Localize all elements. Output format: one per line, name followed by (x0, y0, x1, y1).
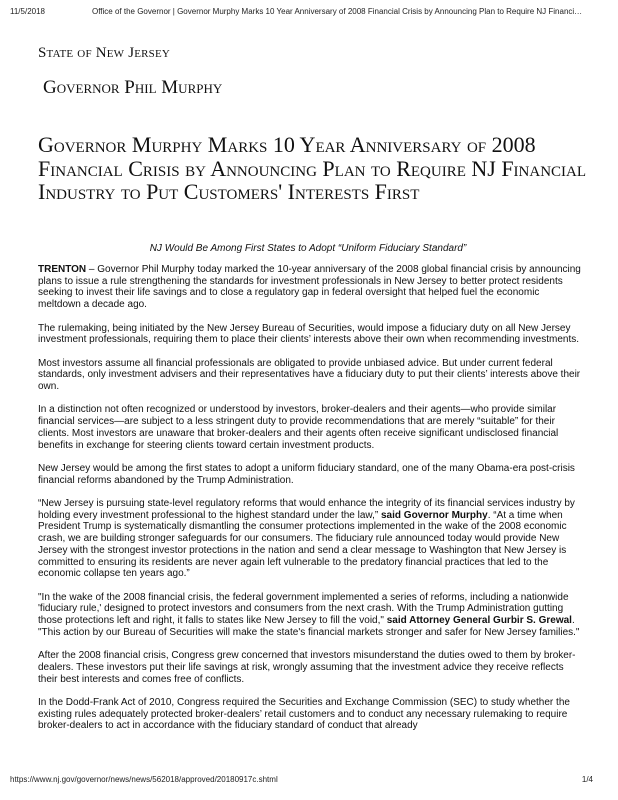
print-date: 11/5/2018 (10, 7, 45, 16)
paragraph: New Jersey would be among the first states to adopt a uniform fiduciary standard, one of the many Obama-era post-crisis financial reforms abandoned by the Trump Administration. (38, 462, 575, 486)
paragraph: In the Dodd-Frank Act of 2010, Congress required the Securities and Exchange Commission (SEC) to study whether the existing rules adequately protected broker-dealers’ retail customers and to conduct any necessary rulemaking to require broker-dealers to act in accordance with the fiduciary standard of conduct that already (38, 696, 570, 732)
dateline: TRENTON (38, 264, 87, 275)
paragraph: Most investors assume all financial professionals are obligated to provide unbiased advice. But under current federal standards, only investment advisers and their representatives have a fiduciary duty to put their clients’ interests above their own. (38, 357, 581, 392)
paragraph: TRENTON – Governor Phil Murphy today marked the 10-year anniversary of the 2008 global financial crisis by announcing plans to issue a rule strengthening the standards for investment professionals in New Jersey to better protect residents seeking to invest their life savings and to close a regulatory gap in federal oversight that helped fuel the economic meltdown a decade ago. (38, 264, 581, 311)
attribution: said Governor Murphy (378, 509, 488, 521)
page-url: https://www.nj.gov/governor/news/news/562018/approved/20180917c.shtml (10, 775, 278, 784)
article-subtitle: NJ Would Be Among First States to Adopt “Uniform Fiduciary Standard” (149, 243, 467, 254)
state-of-new-jersey-link[interactable]: State of New Jersey (38, 45, 171, 61)
paragraph: "In the wake of the 2008 financial crisis, the federal government implemented a series of reforms, including a nationwide 'fiduciary rule,' designed to protect investors and consumers from the next crash. With the Trump Administration gutting those protections left and right, it falls to states like New Jersey to fill the void," said Attorney General Gurbir S. Grewal. "This action by our Bureau of Securities will make the state's financial markets stronger and safer for New Jersey families." (38, 591, 580, 638)
paragraph: In a distinction not often recognized or understood by investors, broker-dealers and their agents—who provide similar financial services—are subject to a less stringent duty to provide recommendations that are merely “suitable” for their clients. Most investors are unaware that broker-dealers and their agents often receive significant undisclosed financial benefits in exchange for steering clients toward certain investment products. (38, 404, 559, 451)
paragraph: After the 2008 financial crisis, Congress grew concerned that investors misunderstand the duties owed to them by broker-dealers. These investors put their life savings at risk, wrongly assuming that the investment advice they receive reflects their best interests and comes free of conflicts. (38, 650, 576, 685)
governor-phil-murphy-link[interactable]: Governor Phil Murphy (43, 77, 223, 98)
print-page-title: Office of the Governor | Governor Murphy Marks 10 Year Anniversary of 2008 Financial Crisis by Announcing Plan to Require NJ Financi… (92, 7, 583, 16)
attribution: said Attorney General Gurbir S. Grewal (383, 615, 572, 626)
paragraph: “New Jersey is pursuing state-level regulatory reforms that would enhance the integrity of its financial services industry by holding every investment professional to the highest standard under the law,” said Governor Murphy. “At a time when President Trump is systematically dismantling the consumer protections implemented in the wake of the 2008 economic crash, we are building stronger safeguards for our consumers. The fiduciary rule announced today would provide New Jersey with the strongest investor protections in the nation and send a clear message to Washington that New Jersey is committed to ensuring its residents are never again left vulnerable to the predatory financial practices that led to the economic collapse ten years ago.” (38, 497, 575, 580)
article-body (38, 264, 583, 744)
paragraph: The rulemaking, being initiated by the New Jersey Bureau of Securities, would impose a fiduciary duty on all New Jersey investment professionals, requiring them to place their clients’ interests above their own when recommending investments. (38, 322, 580, 346)
article-title: Governor Murphy Marks 10 Year Anniversary of 2008 Financial Crisis by Announcing Plan to Require NJ Financial Industry to Put Customers' Interests First (38, 132, 587, 204)
page-number: 1/4 (581, 775, 593, 784)
